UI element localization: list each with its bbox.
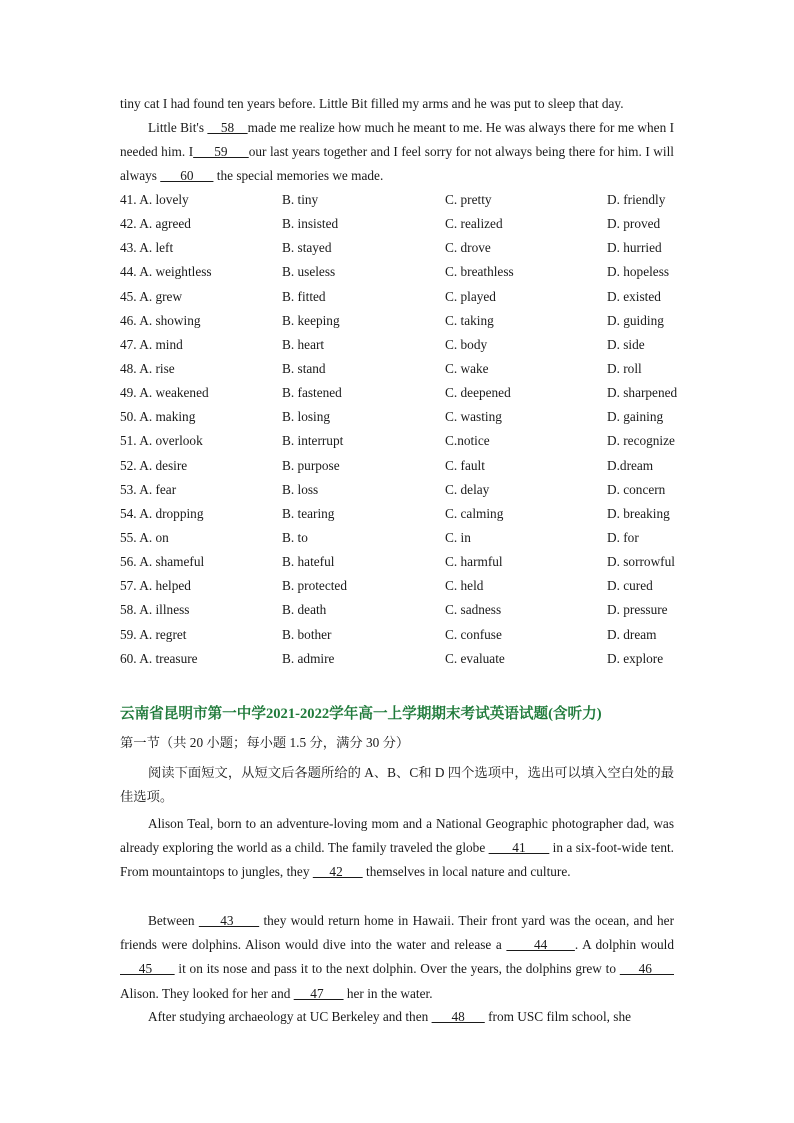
blank-48: 48	[431, 1009, 485, 1024]
option-d: D. breaking	[607, 505, 670, 521]
option-row	[120, 261, 680, 285]
option-b: B. tearing	[282, 505, 335, 521]
option-a: 51. A. overlook	[120, 433, 203, 449]
option-a: 57. A. helped	[120, 578, 191, 594]
option-c: C. wasting	[445, 409, 502, 425]
option-a: 59. A. regret	[120, 626, 187, 642]
option-c: C. calming	[445, 505, 504, 521]
option-row	[120, 527, 680, 551]
option-row	[120, 551, 680, 575]
option-b: B. fastened	[282, 385, 342, 401]
section-title: 云南省昆明市第一中学2021-2022学年高一上学期期末考试英语试题(含听力)	[120, 706, 602, 722]
blank-43: 43	[198, 913, 260, 928]
option-b: B. loss	[282, 481, 319, 497]
option-row	[120, 575, 680, 599]
option-row	[120, 237, 680, 261]
option-c: C. sadness	[445, 602, 502, 618]
blank-59: 59	[193, 144, 249, 160]
option-c: C. in	[445, 529, 471, 545]
option-row	[120, 503, 680, 527]
option-c: C. taking	[445, 312, 494, 328]
option-d: D.dream	[607, 457, 654, 473]
option-d: D. concern	[607, 481, 666, 497]
option-row	[120, 406, 680, 430]
option-a: 47. A. mind	[120, 336, 183, 352]
option-a: 52. A. desire	[120, 457, 188, 473]
option-a: 44. A. weightless	[120, 264, 212, 280]
option-d: D. guiding	[607, 312, 664, 328]
blank-41: 41	[488, 840, 550, 856]
option-c: C. delay	[445, 481, 490, 497]
option-a: 46. A. showing	[120, 312, 201, 328]
section-subtitle: 第一节（共 20 小题；每小题 1.5 分，满分 30 分）	[120, 735, 410, 750]
option-a: 53. A. fear	[120, 481, 177, 497]
blank-44: 44	[506, 937, 575, 953]
option-b: B. insisted	[282, 216, 339, 232]
option-b: B. fitted	[282, 288, 326, 304]
option-c: C. breathless	[445, 264, 514, 280]
option-c: C. evaluate	[445, 650, 505, 666]
option-c: C. body	[445, 336, 488, 352]
passage1-line1: tiny cat I had found ten years before. Little Bit filled my arms and he was put to sleep that day.	[120, 96, 624, 111]
option-d: D. existed	[607, 288, 661, 304]
option-b: B. hateful	[282, 554, 335, 570]
option-c: C. fault	[445, 457, 485, 473]
option-row	[120, 599, 680, 623]
option-d: D. explore	[607, 650, 664, 666]
option-row	[120, 213, 680, 237]
option-b: B. heart	[282, 336, 325, 352]
option-b: B. tiny	[282, 192, 319, 207]
option-b: B. useless	[282, 264, 336, 280]
option-b: B. protected	[282, 578, 347, 594]
option-d: D. side	[607, 336, 645, 352]
blank-42: 42	[312, 864, 363, 880]
option-d: D. recognize	[607, 433, 675, 449]
section-instruction: 阅读下面短文，从短文后各题所给的 A、B、C和 D 四个选项中，选出可以填入空白处的最佳选项。	[120, 765, 674, 805]
option-c: C. harmful	[445, 554, 503, 570]
option-b: B. bother	[282, 626, 332, 642]
option-d: D. cured	[607, 578, 653, 594]
option-b: B. to	[282, 529, 308, 545]
option-a: 42. A. agreed	[120, 216, 191, 232]
option-a: 55. A. on	[120, 529, 169, 545]
option-b: B. purpose	[282, 457, 340, 473]
option-a: 48. A. rise	[120, 360, 175, 376]
option-a: 54. A. dropping	[120, 505, 204, 521]
option-row	[120, 455, 680, 479]
option-c: C. played	[445, 288, 496, 304]
option-row	[120, 624, 680, 648]
option-b: B. stayed	[282, 240, 332, 256]
option-a: 56. A. shameful	[120, 554, 205, 570]
option-row	[120, 358, 680, 382]
option-b: B. stand	[282, 360, 326, 376]
option-b: B. interrupt	[282, 433, 344, 449]
option-row	[120, 479, 680, 503]
option-c: C. confuse	[445, 626, 502, 642]
option-c: C. drove	[445, 240, 491, 256]
option-row	[120, 310, 680, 334]
option-d: D. dream	[607, 626, 657, 642]
option-a: 50. A. making	[120, 409, 196, 425]
blank-47: 47	[293, 985, 344, 1001]
option-a: 60. A. treasure	[120, 650, 198, 666]
option-row	[120, 334, 680, 358]
option-b: B. losing	[282, 409, 331, 425]
passage2-paragraph2: Between 43 they would return home in Hawaii. Their front yard was the ocean, and her friends were dolphins. Alison would dive into the water and release a 44 . A dolphin would 45 it on its nose and pass it to the next dolphin. Over the years, the dolphins grew to 46 Alison. They looked for her and 47 her in the water.	[120, 913, 675, 1001]
blank-45: 45	[120, 961, 175, 977]
option-a: 43. A. left	[120, 240, 174, 256]
option-c: C. pretty	[445, 192, 492, 207]
option-d: D. hurried	[607, 240, 662, 256]
passage1-paragraph2: Little Bit's 58 made me realize how much he meant to me. He was always there for me when I needed him. I 59 our last years together and I feel sorry for not always being there for him. I will always 60 the special memories we made.	[120, 120, 675, 184]
option-row	[120, 382, 680, 406]
option-row	[120, 430, 680, 454]
option-c: C. wake	[445, 360, 489, 376]
option-a: 41. A. lovely	[120, 192, 189, 207]
option-a: 45. A. grew	[120, 288, 183, 304]
passage2-paragraph3: After studying archaeology at UC Berkeley and then 48 from USC film school, she	[148, 1009, 632, 1024]
option-row	[120, 648, 680, 672]
option-c: C. realized	[445, 216, 503, 232]
option-a: 49. A. weakened	[120, 385, 209, 401]
option-d: D. hopeless	[607, 264, 670, 280]
option-d: D. sharpened	[607, 385, 678, 401]
option-c: C.notice	[445, 433, 490, 449]
option-d: D. proved	[607, 216, 661, 232]
blank-60: 60	[160, 168, 214, 184]
option-b: B. keeping	[282, 312, 340, 328]
option-c: C. held	[445, 578, 484, 594]
option-a: 58. A. illness	[120, 602, 190, 618]
option-b: B. death	[282, 602, 327, 618]
options-table	[120, 189, 680, 672]
option-row	[120, 286, 680, 310]
option-d: D. roll	[607, 360, 642, 376]
passage2-paragraph1: Alison Teal, born to an adventure-loving mom and a National Geographic photographer dad, was already exploring the world as a child. The family traveled the globe 41 in a six-foot-wide tent. From mountaintops to jungles, they 42 themselves in local nature and culture.	[120, 816, 674, 880]
option-b: B. admire	[282, 650, 335, 666]
option-c: C. deepened	[445, 385, 511, 401]
blank-58: 58	[207, 120, 248, 135]
option-d: D. friendly	[607, 192, 666, 207]
option-d: D. sorrowful	[607, 554, 675, 570]
option-row	[120, 189, 680, 213]
option-d: D. pressure	[607, 602, 668, 618]
option-d: D. for	[607, 529, 639, 545]
blank-46: 46	[619, 961, 674, 977]
option-d: D. gaining	[607, 409, 664, 425]
